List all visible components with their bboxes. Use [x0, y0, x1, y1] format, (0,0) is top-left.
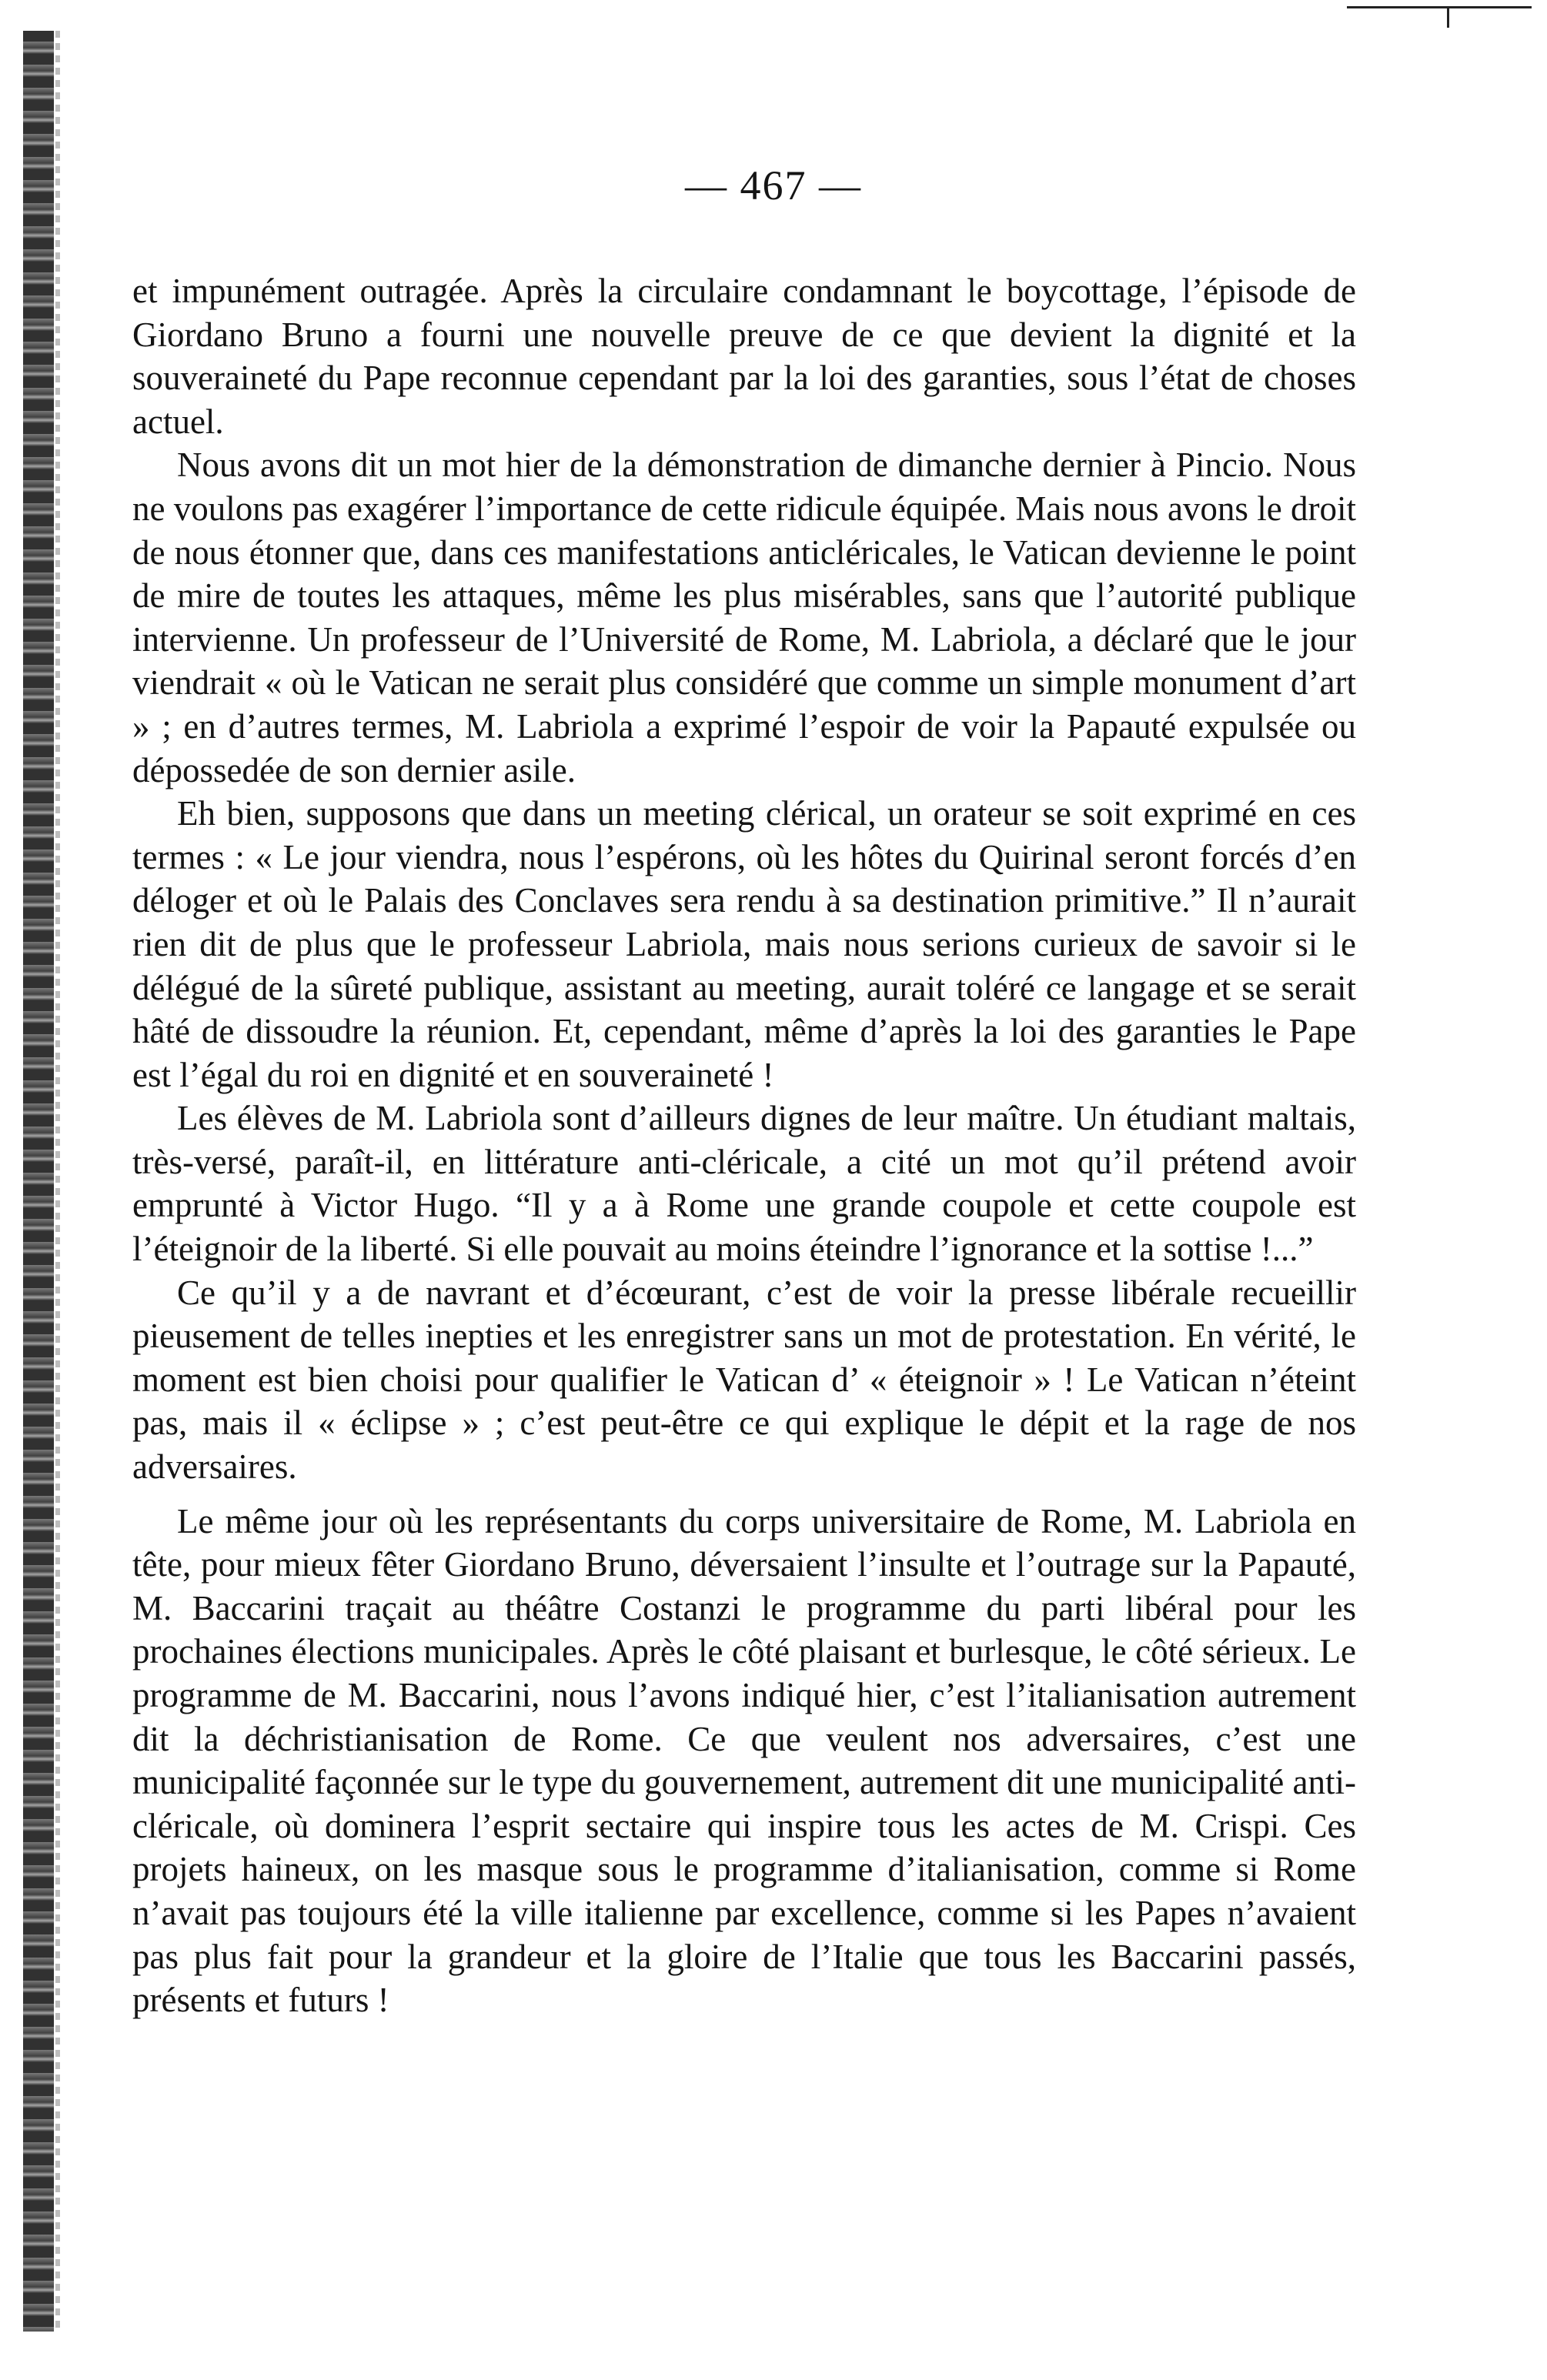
- page-number: — 467 —: [685, 162, 862, 209]
- scan-top-tick: [1447, 6, 1449, 28]
- scan-top-rule: [1347, 6, 1532, 8]
- paragraph: Nous avons dit un mot hier de la démonstration de dimanche dernier à Pincio. Nous ne voulons pas exagérer l’importance de cette ridicule équipée. Mais nous avons le droit de nous étonner que, dans ces manifestations anticléricales, le Vatican devienne le point de mire de toutes les attaques, même les plus misérables, sans que l’autorité publique intervienne. Un professeur de l’Université de Rome, M. Labriola, a déclaré que le jour viendrait « où le Vatican ne serait plus considéré que comme un simple monument d’art » ; en d’autres termes, M. Labriola a exprimé l’espoir de voir la Papauté expulsée ou dépossedée de son dernier asile.: [132, 446, 1356, 789]
- body-text: [132, 269, 1356, 2022]
- paragraph: Les élèves de M. Labriola sont d’ailleurs dignes de leur maître. Un étudiant maltais, très-versé, paraît-il, en littérature anti-cléricale, a cité un mot qu’il prétend avoir emprunté à Victor Hugo. “Il y a à Rome une grande coupole et cette coupole est l’éteignoir de la liberté. Si elle pouvait au moins éteindre l’ignorance et la sottise !...”: [132, 1099, 1356, 1269]
- paragraph: Ce qu’il y a de navrant et d’écœurant, c’est de voir la presse libérale recueillir pieusement de telles inepties et les enregistrer sans un mot de protestation. En vérité, le moment est bien choisi pour qualifier le Vatican d’ « éteignoir » ! Le Vatican n’éteint pas, mais il « éclipse » ; c’est peut-être ce qui explique le dépit et la rage de nos adversaires.: [132, 1273, 1356, 1487]
- paragraph: Le même jour où les représentants du corps universitaire de Rome, M. Labriola en tête, pour mieux fêter Giordano Bruno, déversaient l’insulte et l’outrage sur la Papauté, M. Baccarini traçait au théâtre Costanzi le programme du parti libéral pour les prochaines élections municipales. Après le côté plaisant et burlesque, le côté sérieux. Le programme de M. Baccarini, nous l’avons indiqué hier, c’est l’italianisation autrement dit la déchristianisation de Rome. Ce que veulent nos adversaires, c’est une municipalité façonnée sur le type du gouvernement, autrement dit une municipalité anti-cléricale, où dominera l’esprit sectaire qui inspire tous les actes de M. Crispi. Ces projets haineux, on les masque sous le programme d’italianisation, comme si Rome n’avait pas toujours été la ville italienne par excellence, comme si les Papes n’avaient pas plus fait pour la grandeur et la gloire de l’Italie que tous les Baccarini passés, présents et futurs !: [132, 1501, 1356, 2020]
- paragraph: et impunément outragée. Après la circulaire condamnant le boycottage, l’épisode de Giordano Bruno a fourni une nouvelle preuve de ce que devient la dignité et la souveraineté du Pape reconnue cependant par la loi des garanties, sous l’état de choses actuel.: [132, 272, 1356, 441]
- scan-binding-edge: [23, 31, 54, 2332]
- scan-binding-shadow: [55, 31, 60, 2332]
- paragraph: Eh bien, supposons que dans un meeting clérical, un orateur se soit exprimé en ces termes : « Le jour viendra, nous l’espérons, où les hôtes du Quirinal seront forcés d’en déloger et où le Palais des Conclaves sera rendu à sa destination primitive.” Il n’aurait rien dit de plus que le professeur Labriola, mais nous serions curieux de savoir si le délégué de la sûreté publique, assistant au meeting, aurait toléré ce langage et se serait hâté de dissoudre la réunion. Et, cependant, même d’après la loi des garanties le Pape est l’égal du roi en dignité et en souveraineté !: [132, 794, 1356, 1094]
